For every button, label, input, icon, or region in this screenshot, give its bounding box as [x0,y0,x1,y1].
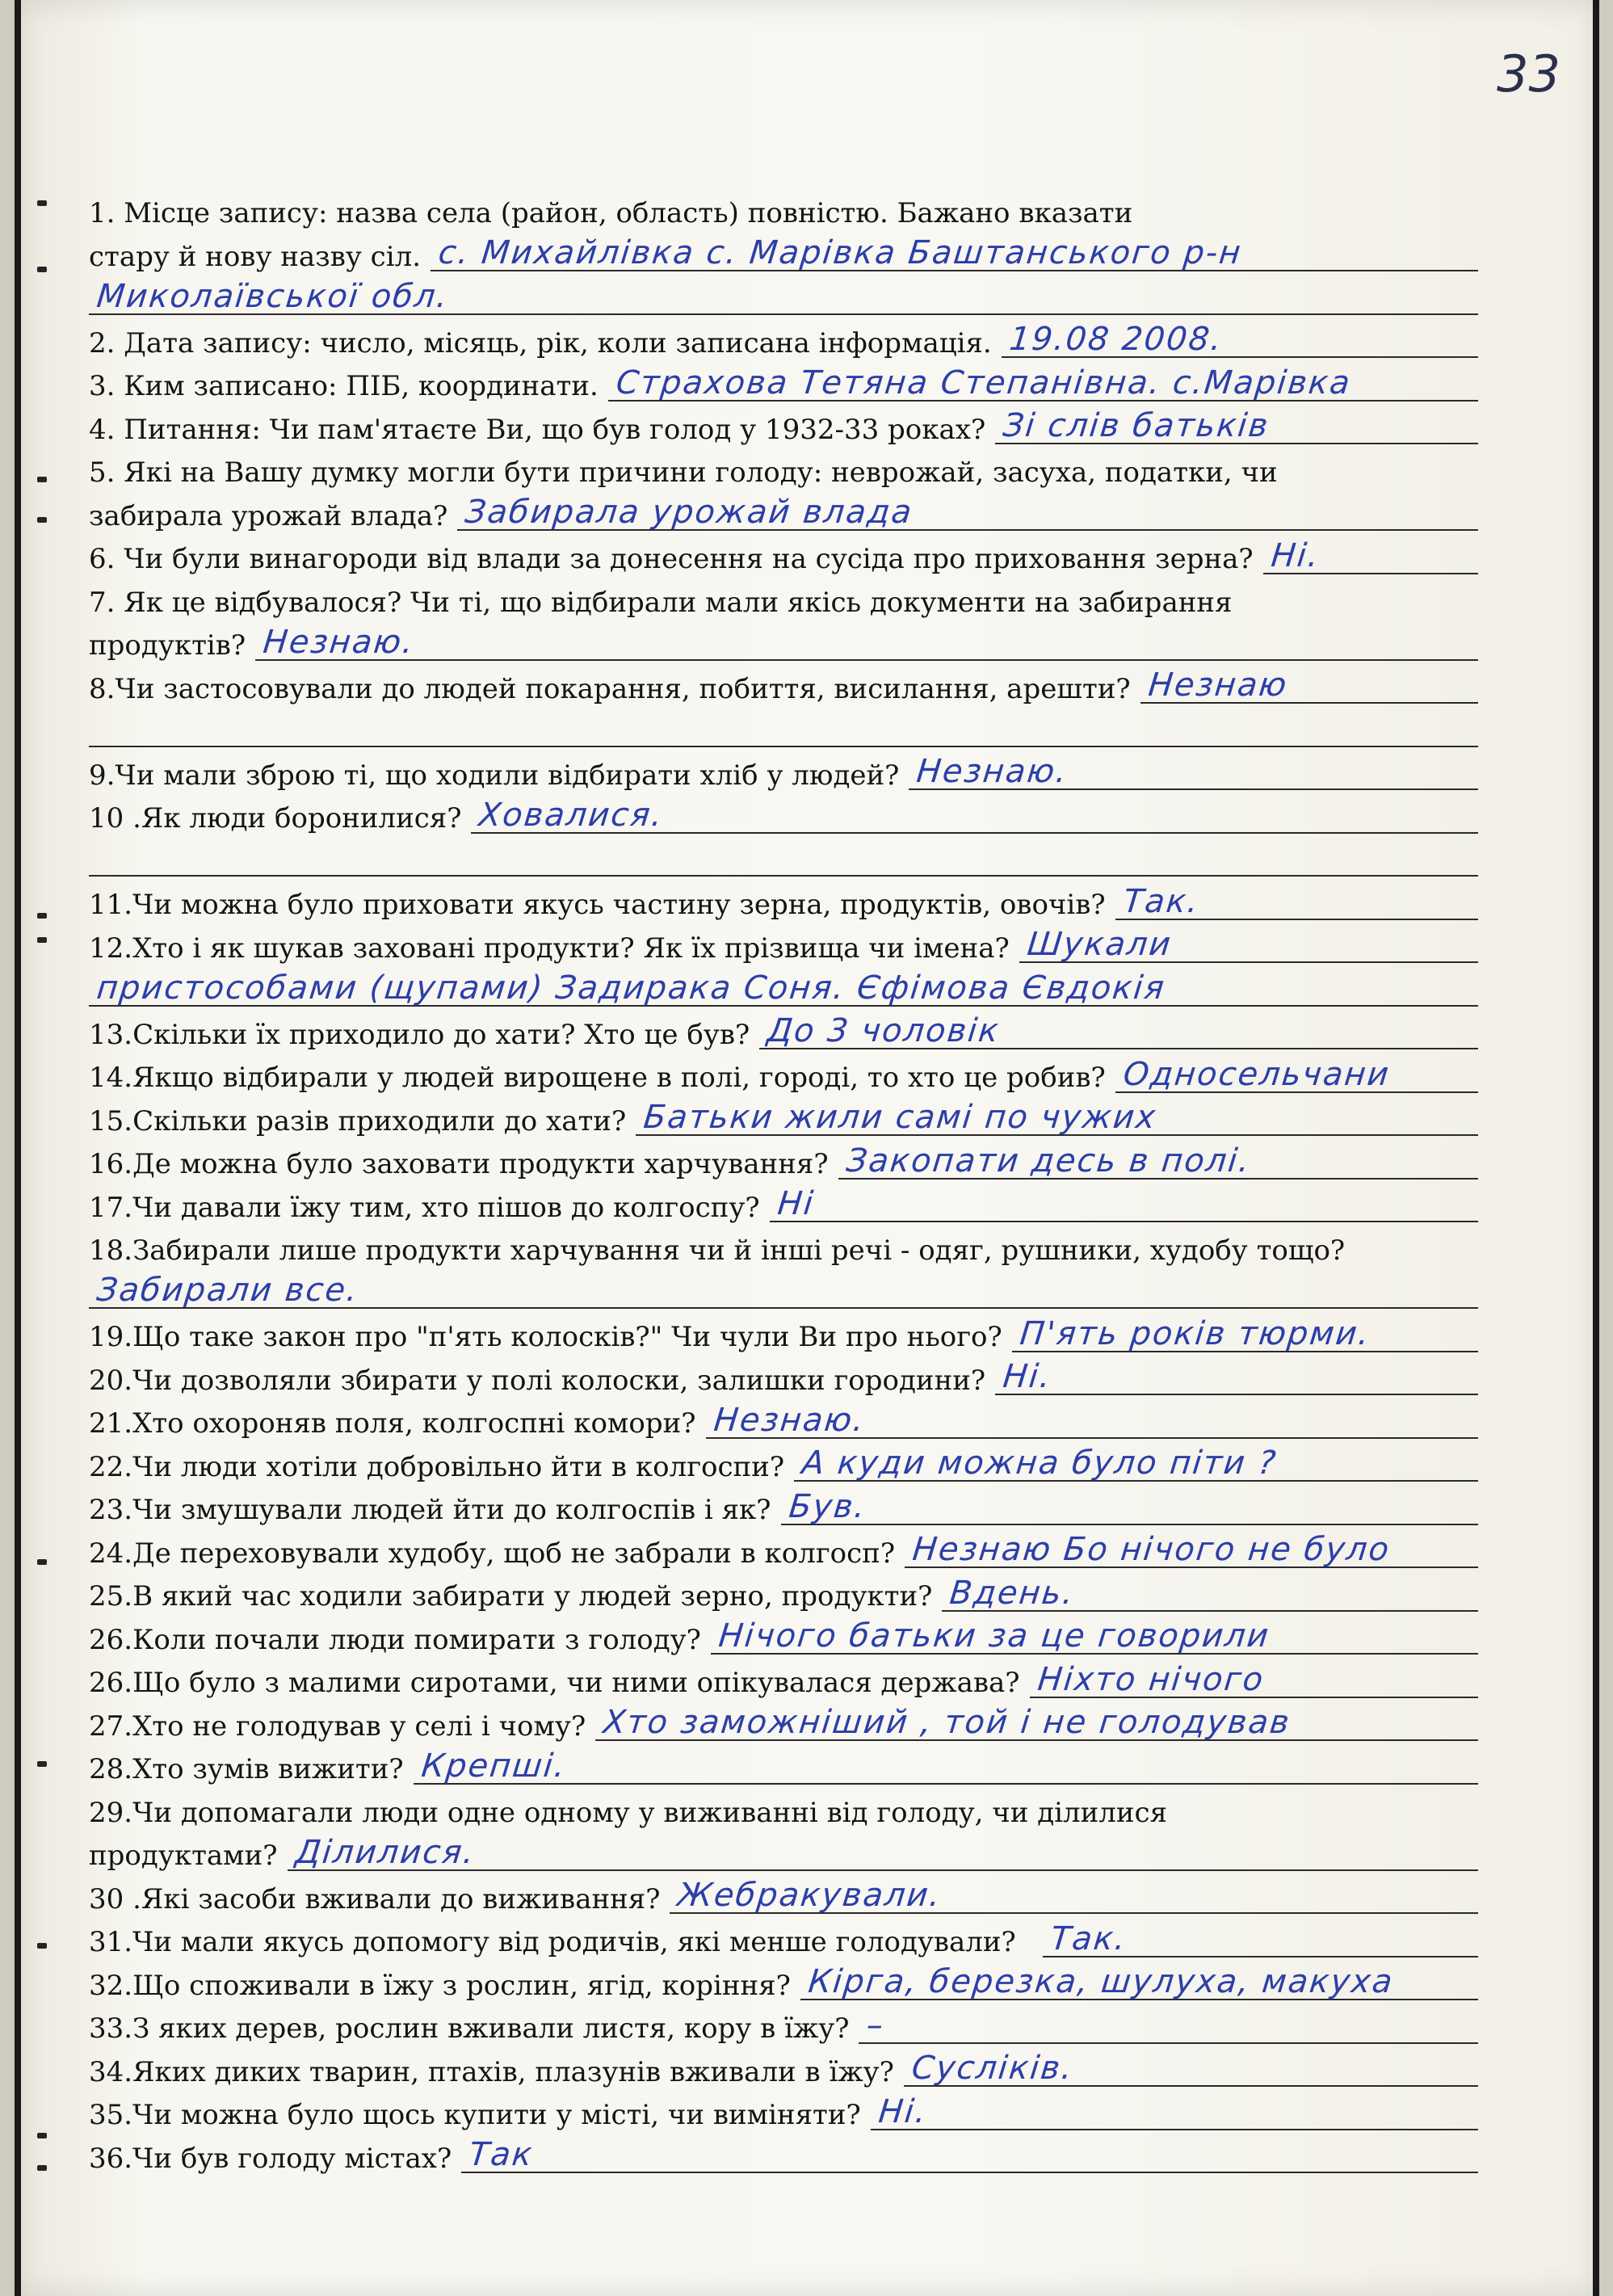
binding-holes [15,0,63,2296]
question-text: 14.Якщо відбирали у людей вирощене в полі, городі, то хто це робив? [89,1062,1106,1094]
handwritten-answer: – [865,2006,887,2044]
question-text: стару й нову назву сіл. [89,240,422,273]
handwritten-answer: Незнаю. [261,623,417,661]
question-line [89,452,1478,495]
handwritten-answer: Страхова Тетяна Степанівна. с.Марівка [614,364,1353,402]
handwritten-answer: Так. [1121,882,1201,920]
handwritten-answer: Так [467,2136,536,2173]
question-text: 9.Чи мали зброю ті, що ходили відбирати хліб у людей? [89,759,900,792]
answer-line [871,2129,1478,2130]
question-text: 25.В який час ходили забирати у людей зерно, продукти? [89,1580,933,1613]
question-text: 15.Скільки разів приходили до хати? [89,1104,627,1137]
handwritten-answer: Закопати десь в полі. [844,1142,1253,1180]
question-text: 22.Чи люди хотіли добровільно йти в колгоспи? [89,1450,785,1483]
question-text: 26.Що було з малими сиротами, чи ними опікувалася держава? [89,1667,1020,1699]
questionnaire-sheet [15,0,1599,2296]
question-text: 29.Чи допомагали люди одне одному у виживанні від голоду, чи ділилися [89,1796,1168,1829]
question-text: 5. Які на Вашу думку могли бути причини голоду: неврожай, засуха, податки, чи [89,456,1278,489]
binding-hole [37,267,47,272]
question-text: 17.Чи давали їжу тим, хто пішов до колгоспу? [89,1191,760,1224]
question-line [89,192,1478,236]
question-line [89,884,1478,927]
question-line [89,711,1478,755]
handwritten-answer: Миколаївської обл. [95,277,451,315]
question-line [89,2138,1478,2181]
handwritten-answer: Нічого батьки за це говорили [716,1617,1272,1655]
question-line [89,1748,1478,1792]
question-line [89,1662,1478,1705]
binding-hole [37,477,47,482]
handwritten-answer: Крепші. [419,1747,569,1785]
binding-hole [37,200,47,206]
question-line [89,1402,1478,1446]
handwritten-answer: Зі слів батьків [1001,407,1271,444]
handwritten-answer: 19.08 2008. [1007,321,1224,358]
handwritten-answer: пристособами (щупами) Задирака Соня. Єфімова Євдокія [95,969,1168,1007]
handwritten-answer: До 3 чоловік [765,1012,1002,1049]
question-text: 28.Хто зумів вижити? [89,1753,404,1785]
question-line [89,1143,1478,1187]
binding-hole [37,913,47,919]
question-line [89,1100,1478,1144]
question-text: 3. Ким записано: ПІБ, координати. [89,370,599,402]
handwritten-answer: Односельчани [1121,1055,1392,1093]
question-line [89,927,1478,971]
question-text: 7. Як це відбувалося? Чи ті, що відбирали мали якісь документи на забирання [89,586,1233,619]
question-text: 11.Чи можна було приховати якусь частину зерна, продуктів, овочів? [89,889,1106,921]
answer-line [255,659,1478,661]
question-line [89,1446,1478,1490]
handwritten-answer: Ніхто нічого [1035,1660,1266,1698]
handwritten-answer: Забирала урожай влада [463,494,915,531]
question-text: 8.Чи застосовували до людей покарання, побиття, висилання, арешти? [89,672,1131,705]
handwritten-answer: Забирали все. [95,1272,361,1309]
question-line [89,1533,1478,1576]
question-line [89,1230,1478,1273]
question-line [89,1489,1478,1533]
question-line [89,2008,1478,2051]
answer-line [995,1394,1478,1395]
question-text: 16.Де можна було заховати продукти харчування? [89,1148,829,1180]
question-line [89,279,1478,322]
question-line [89,1619,1478,1663]
handwritten-answer: А куди можна було піти ? [800,1444,1279,1482]
question-text: 24.Де переховували худобу, щоб не забрали в колгосп? [89,1537,896,1570]
question-line [89,538,1478,582]
handwritten-answer: Батьки жили самі по чужих [641,1099,1159,1136]
question-line [89,1792,1478,1836]
question-line [89,236,1478,280]
question-text: 19.Що таке закон про "п'ять колосків?" Чи чули Ви про нього? [89,1321,1002,1353]
scan-edge-right [1593,0,1599,2296]
question-line [89,2094,1478,2138]
question-text: 6. Чи були винагороди від влади за донесення на сусіда про приховання зерна? [89,543,1254,575]
question-line [89,970,1478,1014]
question-line [89,755,1478,798]
handwritten-answer: Незнаю. [914,753,1070,790]
handwritten-answer: Незнаю. [712,1401,867,1439]
question-line [89,668,1478,712]
answer-line [770,1221,1478,1222]
question-text: 2. Дата запису: число, місяць, рік, коли записана інформація. [89,326,992,360]
binding-hole [37,937,47,943]
question-line [89,2051,1478,2095]
question-line [89,1360,1478,1403]
question-line [89,582,1478,625]
handwritten-answer: Незнаю [1146,667,1290,704]
question-line [89,1014,1478,1058]
question-text: продуктів? [89,629,246,662]
question-line [89,322,1478,366]
answer-line [781,1524,1478,1525]
question-line [89,1965,1478,2008]
question-line [89,495,1478,539]
handwritten-answer: Ні. [1269,536,1321,574]
question-line [89,1878,1478,1922]
question-text: 4. Питання: Чи пам'ятаєте Ви, що був голод у 1932-33 роках? [89,413,986,446]
handwritten-answer: Шукали [1025,926,1174,963]
question-line [89,1575,1478,1619]
answer-line [859,2042,1478,2044]
question-line [89,1705,1478,1749]
handwritten-answer: Кірга, березка, шулуха, макуха [806,1963,1396,2000]
handwritten-answer: с. Михайлівка с. Марівка Баштанського р-н [436,234,1244,271]
handwritten-answer: Жебракували. [676,1877,944,1914]
question-line [89,1316,1478,1360]
question-text: 20.Чи дозволяли збирати у полі колоски, залишки городини? [89,1364,986,1397]
question-text: 32.Що споживали в їжу з рослин, ягід, коріння? [89,1969,791,2002]
question-text: забирала урожай влада? [89,499,448,532]
binding-hole [37,2133,47,2138]
handwritten-answer: Ділилися. [293,1833,477,1871]
question-text: 12.Хто і як шукав заховані продукти? Як їх прізвища чи імена? [89,931,1010,965]
question-text: 21.Хто охороняв поля, колгоспні комори? [89,1407,696,1440]
question-text: 36.Чи був голоду містах? [89,2142,452,2175]
question-text: 26.Коли почали люди помирати з голоду? [89,1623,701,1656]
question-text: 1. Місце запису: назва села (район, область) повністю. Бажано вказати [89,197,1133,229]
question-line [89,624,1478,668]
handwritten-answer: П'ять років тюрми. [1018,1314,1372,1352]
questionnaire-body [89,192,1478,2180]
question-text: 31.Чи мали якусь допомогу від родичів, які менше голодували? [89,1926,1016,1958]
question-line [89,797,1478,841]
binding-hole [37,517,47,523]
question-line [89,1835,1478,1878]
question-text: 27.Хто не голодував у селі і чому? [89,1709,586,1743]
question-text: продуктами? [89,1840,278,1872]
handwritten-answer: Був. [787,1487,868,1525]
answer-line [414,1783,1478,1785]
handwritten-answer: Незнаю Бо нічого не було [910,1531,1392,1568]
handwritten-answer: Ні. [876,2092,930,2130]
question-line [89,365,1478,409]
answer-line [89,875,1478,877]
question-line [89,841,1478,885]
question-text: 10 .Як люди боронилися? [89,802,462,835]
question-text: 18.Забирали лише продукти харчування чи й інші речі - одяг, рушники, худобу тощо? [89,1234,1346,1267]
question-line [89,1187,1478,1230]
binding-hole [37,1559,47,1565]
question-line [89,1273,1478,1317]
question-line [89,409,1478,452]
question-line [89,1921,1478,1965]
answer-line [461,2172,1478,2173]
binding-hole [37,2165,47,2171]
question-text: 33.З яких дерев, рослин вживали листя, кору в їжу? [89,2012,850,2045]
handwritten-answer: Сусліків. [909,2050,1076,2087]
question-text: 35.Чи можна було щось купити у місті, чи виміняти? [89,2099,861,2131]
handwritten-answer: Вдень. [947,1574,1077,1612]
answer-line [89,746,1478,747]
handwritten-answer: Хто заможніший , той і не голодував [601,1704,1293,1741]
question-text: 23.Чи змушували людей йти до колгоспів і як? [89,1494,771,1526]
handwritten-answer: Ховалися. [477,796,666,834]
question-text: 34.Яких диких тварин, птахів, плазунів вживали в їжу? [89,2055,894,2088]
question-text: 13.Скільки їх приходило до хати? Хто це був? [89,1018,750,1051]
question-text: 30 .Які засоби вживали до виживання? [89,1882,661,1915]
handwritten-answer: Так. [1048,1920,1129,1957]
handwritten-answer: Ні. [1001,1358,1054,1395]
page-number: 33 [1497,44,1560,103]
binding-hole [37,1943,47,1949]
handwritten-answer: Ні [775,1185,817,1222]
question-line [89,1057,1478,1100]
binding-hole [37,1761,47,1767]
